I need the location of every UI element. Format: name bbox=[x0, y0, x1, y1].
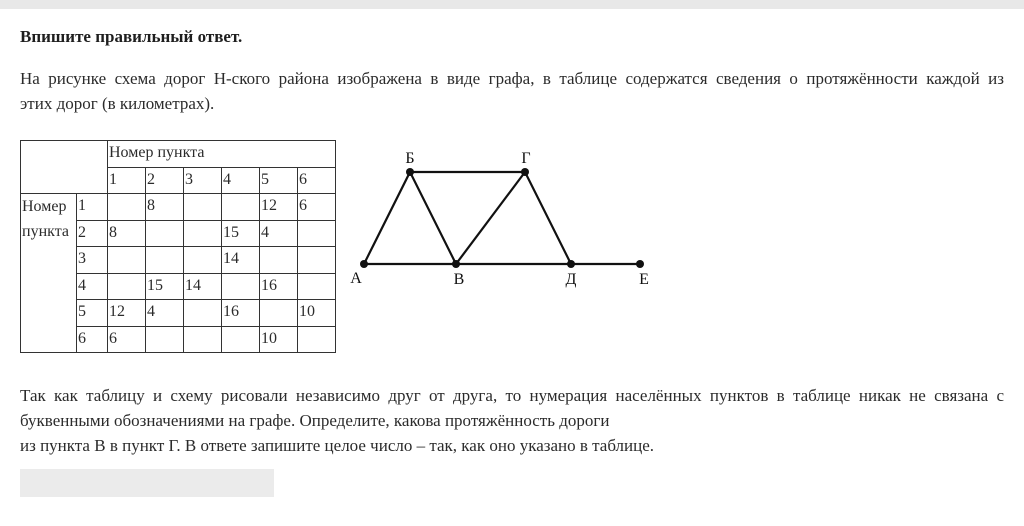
node-a bbox=[360, 260, 368, 268]
task-instruction: Впишите правильный ответ. bbox=[20, 27, 243, 46]
edge-a-b bbox=[364, 172, 410, 264]
table-cell: 4 bbox=[260, 220, 298, 247]
node-d bbox=[567, 260, 575, 268]
table-cell: 16 bbox=[260, 273, 298, 300]
table-cell: 15 bbox=[222, 220, 260, 247]
question-line-1: Так как таблицу и схему рисовали независимо друг от друга, то нумерация населённых пунктов в таблице никак не связана с bbox=[20, 386, 1004, 405]
table-cell bbox=[222, 326, 260, 353]
answer-input[interactable] bbox=[20, 469, 274, 497]
table-cell bbox=[298, 247, 336, 274]
col-label: 4 bbox=[222, 167, 260, 194]
table-cell: 12 bbox=[108, 300, 146, 327]
table-cell bbox=[222, 194, 260, 221]
row-header-line-2: пункта bbox=[22, 223, 69, 240]
node-g bbox=[521, 168, 529, 176]
row-label: 3 bbox=[77, 247, 108, 274]
road-graph bbox=[345, 145, 665, 295]
table-cell: 14 bbox=[222, 247, 260, 274]
table-corner bbox=[21, 141, 108, 194]
edge-v-g bbox=[456, 172, 525, 264]
row-label: 5 bbox=[77, 300, 108, 327]
task-intro bbox=[20, 66, 1004, 116]
row-label: 4 bbox=[77, 273, 108, 300]
question-line-3: из пункта В в пункт Г. В ответе запишите целое число – так, как оно указано в таблице. bbox=[20, 436, 655, 455]
col-label: 6 bbox=[298, 167, 336, 194]
task-question bbox=[20, 383, 1004, 458]
edge-b-v bbox=[410, 172, 456, 264]
edge-g-d bbox=[525, 172, 571, 264]
node-label-e: Е bbox=[639, 271, 649, 288]
table-cell: 14 bbox=[184, 273, 222, 300]
table-cell: 6 bbox=[108, 326, 146, 353]
table-cell: 10 bbox=[260, 326, 298, 353]
question-line-2: буквенными обозначениями на графе. Определите, какова протяжённость дороги bbox=[20, 411, 610, 430]
node-label-b: Б bbox=[405, 150, 415, 167]
graph-edges bbox=[364, 172, 640, 264]
table-col-header: Номер пункта bbox=[108, 141, 336, 168]
table-cell bbox=[184, 220, 222, 247]
intro-line-2: этих дорог (в километрах). bbox=[20, 94, 215, 113]
node-label-d: Д bbox=[565, 271, 577, 288]
node-label-a: А bbox=[350, 270, 362, 287]
col-label: 2 bbox=[146, 167, 184, 194]
table-cell bbox=[146, 247, 184, 274]
table-cell bbox=[108, 273, 146, 300]
row-label: 6 bbox=[77, 326, 108, 353]
node-b bbox=[406, 168, 414, 176]
node-v bbox=[452, 260, 460, 268]
table-cell: 6 bbox=[298, 194, 336, 221]
table-cell: 8 bbox=[146, 194, 184, 221]
table-cell bbox=[298, 326, 336, 353]
distance-table bbox=[20, 140, 336, 353]
table-cell: 12 bbox=[260, 194, 298, 221]
table-cell bbox=[298, 273, 336, 300]
table-cell bbox=[108, 194, 146, 221]
table-cell: 4 bbox=[146, 300, 184, 327]
node-e bbox=[636, 260, 644, 268]
graph-nodes bbox=[360, 168, 644, 268]
row-label: 1 bbox=[77, 194, 108, 221]
table-cell: 10 bbox=[298, 300, 336, 327]
table-cell bbox=[184, 300, 222, 327]
row-label: 2 bbox=[77, 220, 108, 247]
top-bar bbox=[0, 0, 1024, 9]
table-cell bbox=[108, 247, 146, 274]
table-cell bbox=[184, 247, 222, 274]
table-cell: 8 bbox=[108, 220, 146, 247]
node-label-g: Г bbox=[521, 150, 531, 167]
table-cell bbox=[260, 300, 298, 327]
intro-line-1: На рисунке схема дорог Н-ского района изображена в виде графа, в таблице содержатся сведения о протяжённости каждой из bbox=[20, 69, 1004, 88]
table-cell: 16 bbox=[222, 300, 260, 327]
table-row-header bbox=[21, 194, 77, 353]
table-cell bbox=[260, 247, 298, 274]
table-cell bbox=[298, 220, 336, 247]
table-cell bbox=[222, 273, 260, 300]
col-label: 3 bbox=[184, 167, 222, 194]
table-cell bbox=[146, 326, 184, 353]
table-cell bbox=[146, 220, 184, 247]
node-label-v: В bbox=[453, 271, 465, 288]
table-cell bbox=[184, 326, 222, 353]
table-cell: 15 bbox=[146, 273, 184, 300]
table-cell bbox=[184, 194, 222, 221]
row-header-line-1: Номер bbox=[22, 198, 67, 215]
col-label: 1 bbox=[108, 167, 146, 194]
col-label: 5 bbox=[260, 167, 298, 194]
